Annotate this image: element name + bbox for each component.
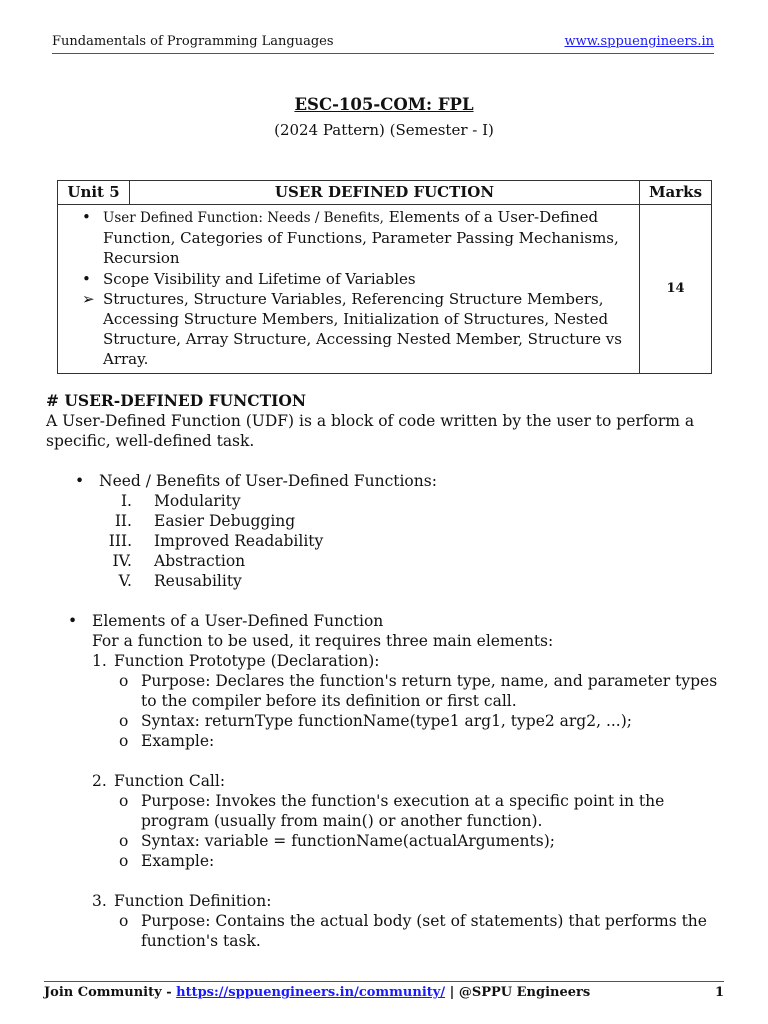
topic-column-header: USER DEFINED FUCTION [130,181,640,205]
page-footer [44,981,724,1000]
element-title: Function Prototype (Declaration): [114,652,380,670]
circle-bullet-icon: o [119,832,129,850]
list-item [58,269,635,289]
circle-bullet-icon: o [119,792,129,810]
page-header [52,34,714,54]
section-heading: # USER-DEFINED FUNCTION [46,391,307,410]
document-body [46,391,736,951]
element-title: Function Call: [114,772,226,790]
prototype-details [46,671,736,751]
topics-cell [58,205,640,374]
intro-paragraph: A User-Defined Function (UDF) is a block of code written by the user to perform a specific, well-defined task. [46,412,695,450]
topic-text: Scope Visibility and Lifetime of Variables [103,269,416,288]
element-call: 2. Function Call: [92,772,226,790]
list-item: V. Reusability [118,572,242,590]
marks-value: 14 [640,205,712,374]
list-item: o Purpose: Declares the function's return type, name, and parameter types to the compiler before its definition or first call. [119,672,718,710]
header-course-name: Fundamentals of Programming Languages [52,34,334,49]
list-item: o Purpose: Invokes the function's execution at a specific point in the program (usually from main() or another function). [119,792,665,830]
elements-bullet [46,611,736,631]
needs-list [46,491,736,591]
list-item: o Purpose: Contains the actual body (set of statements) that performs the function's task. [119,912,707,950]
elements-intro: For a function to be used, it requires three main elements: [92,632,554,650]
circle-bullet-icon: o [119,852,129,870]
table-row [58,205,712,374]
circle-bullet-icon: o [119,712,129,730]
topic-list [58,205,639,373]
document-subtitle: (2024 Pattern) (Semester - I) [274,121,494,139]
list-item: III. Improved Readability [108,532,324,550]
topic-lead: User Defined Function: Needs / Benefits, [103,210,384,226]
list-item: II. Easier Debugging [114,512,296,530]
call-details [46,791,736,871]
list-item [58,289,635,370]
footer-community: Join Community - https://sppuengineers.in/community/ | @SPPU Engineers [44,985,591,1000]
needs-label: Need / Benefits of User-Defined Functions: [99,472,437,490]
elements-label: Elements of a User-Defined Function [92,612,384,630]
page-number: 1 [714,985,724,1000]
bullet-icon: • [82,208,91,226]
needs-bullet [46,471,736,491]
list-item: o Syntax: variable = functionName(actualArguments); [119,832,555,850]
header-website-link[interactable]: www.sppuengineers.in [564,34,714,49]
circle-bullet-icon: o [119,672,129,690]
unit-column-header: Unit 5 [58,181,130,205]
list-item: I. Modularity [120,492,241,510]
definition-details [46,911,736,951]
document-title: ESC-105-COM: FPL [294,95,474,114]
element-definition: 3. Function Definition: [92,892,272,910]
marks-column-header: Marks [640,181,712,205]
circle-bullet-icon: o [119,912,129,930]
list-item: IV. Abstraction [112,552,246,570]
table-header-row [58,181,712,205]
arrow-bullet-icon: ➢ [82,289,95,308]
list-item [58,207,635,269]
unit-syllabus-table [57,180,712,374]
bullet-icon: • [75,472,85,490]
bullet-icon: • [82,269,91,288]
element-title: Function Definition: [114,892,272,910]
list-item: o Example: [119,732,215,750]
topic-text: Structures, Structure Variables, Referencing Structure Members, Accessing Structure Members, Initialization of Structures, Nested Structure, Array Structure, Accessing Nested Member, Structure vs Array. [103,289,622,369]
list-item: o Syntax: returnType functionName(type1 arg1, type2 arg2, ...); [119,712,632,730]
bullet-icon: • [68,612,78,630]
community-link[interactable]: https://sppuengineers.in/community/ [176,985,446,1000]
element-prototype: 1. Function Prototype (Declaration): [92,652,380,670]
topic-text: Elements of a User-Defined Function, Categories of Functions, Parameter Passing Mechanisms, Recursion [103,208,619,268]
list-item: o Example: [119,852,215,870]
circle-bullet-icon: o [119,732,129,750]
